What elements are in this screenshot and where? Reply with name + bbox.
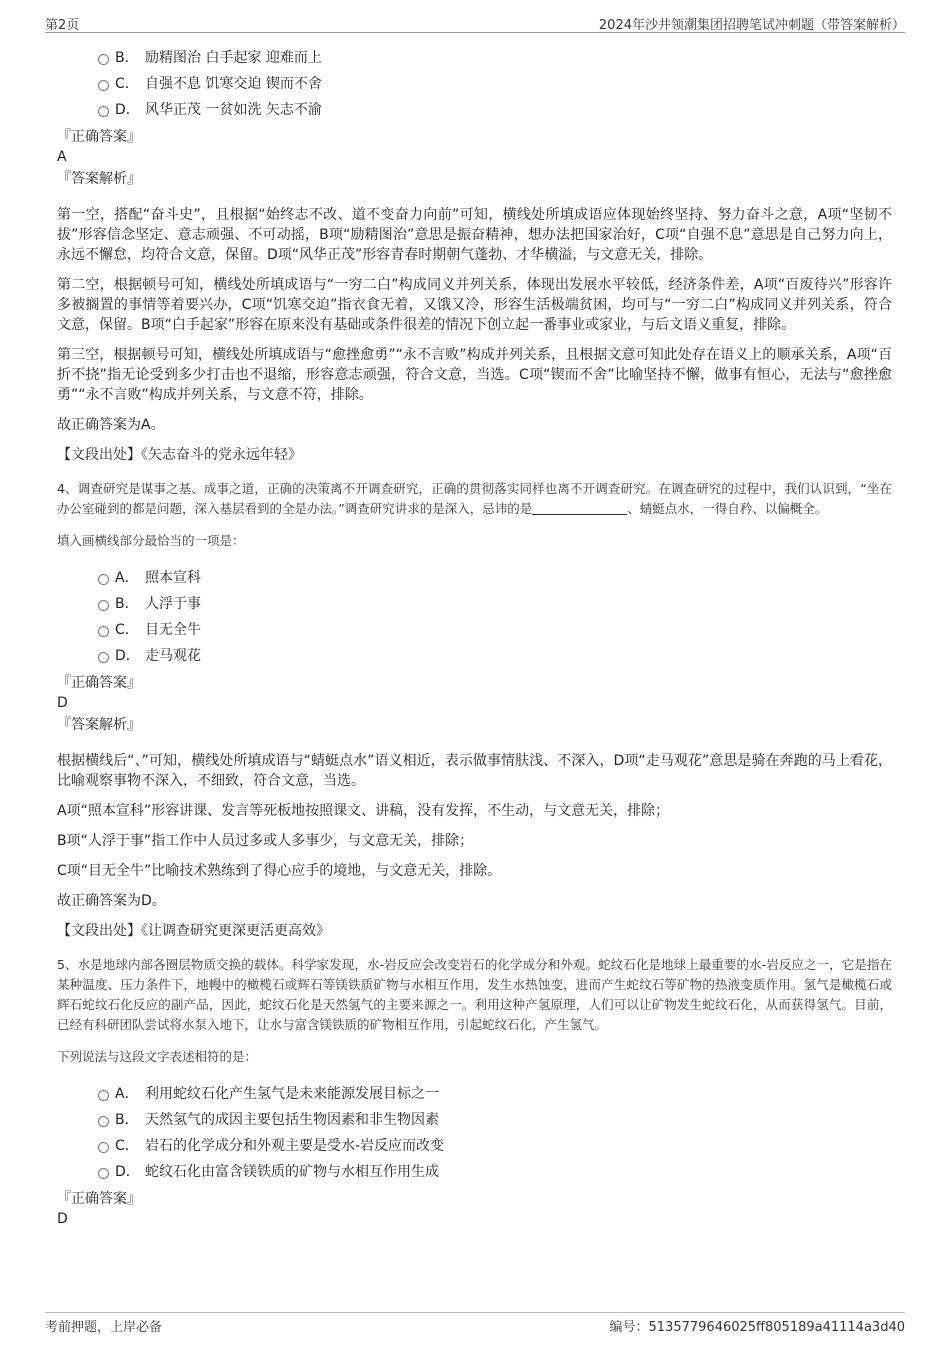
radio-icon[interactable] [98,80,109,91]
document-id: 编号：5135779646025ff805189a41114a3d40 [609,1320,905,1335]
radio-icon[interactable] [98,1168,109,1179]
q3-options [57,45,892,123]
q5-answer-label: 『正确答案』 [57,1191,141,1207]
q5-option-d[interactable]: D． 蛇纹石化由富含镁铁质的矿物与水相互作用生成 [57,1159,892,1185]
q4-option-b[interactable]: B． 人浮于事 [57,591,892,617]
q4-option-d[interactable]: D． 走马观花 [57,643,892,669]
q5-options [57,1081,892,1185]
q4-answer-label: 『正确答案』 [57,675,141,691]
radio-icon[interactable] [98,1090,109,1101]
radio-icon[interactable] [98,626,109,637]
q3-option-d[interactable]: D． 风华正茂 一贫如洗 矢志不渝 [57,97,892,123]
fill-blank [532,501,627,515]
radio-icon[interactable] [98,574,109,585]
q5-stem: 5、水是地球内部各圈层物质交换的载体。科学家发现，水-岩反应会改变岩石的化学成分和外观。蛇纹石化是地球上最重要的水-岩反应之一，它是指在某种温度、压力条件下，地幔中的橄榄石或辉石等镁铁质矿物与水相互作用，发生水热蚀变，进而产生蛇纹石等矿物的热液变质作用。氢气是橄榄石或辉石蛇纹石化反应的副产品，因此，蛇纹石化是天然氢气的主要来源之一。利用这种产氢原理，人们可以让矿物发生蛇纹石化，从而获得氢气。目前，已经有科研团队尝试将水泵入地下，让水与富含镁铁质的矿物相互作用，引起蛇纹石化，产生氢气。 [57,957,892,1032]
document-body [57,45,892,1231]
q4-prompt: 填入画横线部分最恰当的一项是： [57,533,245,548]
q4-option-a[interactable]: A． 照本宣科 [57,565,892,591]
q3-analysis-2: 第二空，根据顿号可知，横线处所填成语与“一穷二白”构成同义并列关系，体现出发展水平较低，经济条件差，A项“百废待兴”形容许多被搁置的事情等着要兴办，C项“饥寒交迫”指衣食无着，又饿又冷，形容生活极端贫困，均可与“一穷二白”构成同义并列关系，符合文意，保留。B项“白手起家”形容在原来没有基础或条件很差的情况下创立起一番事业或家业，与后文语义重复，排除。 [57,277,892,333]
q4-analysis-conclusion: 故正确答案为D。 [57,893,166,909]
q5-option-c[interactable]: C． 岩石的化学成分和外观主要是受水-岩反应而改变 [57,1133,892,1159]
q3-option-c[interactable]: C． 自强不息 饥寒交迫 锲而不舍 [57,71,892,97]
radio-icon[interactable] [98,652,109,663]
radio-icon[interactable] [98,1142,109,1153]
footer-slogan: 考前押题，上岸必备 [45,1320,163,1335]
q3-answer: A [57,149,67,165]
radio-icon[interactable] [98,106,109,117]
radio-icon[interactable] [98,600,109,611]
document-title: 2024年沙井领潮集团招聘笔试冲刺题（带答案解析） [598,18,905,33]
q4-option-c[interactable]: C． 目无全牛 [57,617,892,643]
q3-analysis-conclusion: 故正确答案为A。 [57,417,165,433]
q3-analysis-label: 『答案解析』 [57,171,141,187]
q4-analysis-label: 『答案解析』 [57,717,141,733]
q4-source: 【文段出处】《让调查研究更深更活更高效》 [57,923,330,939]
q3-source: 【文段出处】《矢志奋斗的党永远年轻》 [57,447,302,463]
q3-analysis-1: 第一空，搭配“奋斗史”，且根据“始终志不改、道不变奋力向前”可知，横线处所填成语应体现始终坚持、努力奋斗之意，A项“坚韧不拔”形容信念坚定、意志顽强、不可动摇，B项“励精图治”意思是振奋精神，想办法把国家治好，C项“自强不息”意思是自己努力向上，永远不懈怠，均符合文意，保留。D项“风华正茂”形容青春时期朝气蓬勃、才华横溢，与文意无关，排除。 [57,207,892,263]
q4-analysis-b: B项“人浮于事”指工作中人员过多或人多事少，与文意无关，排除； [57,833,474,849]
page-header [45,12,905,33]
radio-icon[interactable] [98,1116,109,1127]
q5-option-b[interactable]: B． 天然氢气的成因主要包括生物因素和非生物因素 [57,1107,892,1133]
q4-stem: 4、调查研究是谋事之基、成事之道，正确的决策离不开调查研究，正确的贯彻落实同样也离不开调查研究。在调查研究的过程中，我们认识到，“坐在办公室碰到的都是问题，深入基层看到的全是办法。”调查研究讲求的是深入，忌讳的是 、蜻蜓点水，一得自矜、以偏概全。 [57,481,892,516]
q3-option-b[interactable]: B． 励精图治 白手起家 迎难而上 [57,45,892,71]
page-number: 第2页 [45,18,80,33]
q5-prompt: 下列说法与这段文字表述相符的是： [57,1049,258,1064]
q3-analysis-3: 第三空，根据顿号可知，横线处所填成语与“愈挫愈勇”“永不言败”构成并列关系，且根据文意可知此处存在语义上的顺承关系，A项“百折不挠”指无论受到多少打击也不退缩，形容意志顽强，符合文意，当选。C项“锲而不舍”比喻坚持不懈，做事有恒心，无法与“愈挫愈勇”“永不言败”构成并列关系，与文意不符，排除。 [57,347,892,403]
q4-answer: D [57,695,68,711]
q5-answer: D [57,1211,68,1227]
page-footer [45,1312,905,1337]
q4-analysis-a: A项“照本宣科”形容讲课、发言等死板地按照课文、讲稿，没有发挥，不生动，与文意无关，排除； [57,803,670,819]
radio-icon[interactable] [98,54,109,65]
q4-analysis-c: C项“目无全牛”比喻技术熟练到了得心应手的境地，与文意无关，排除。 [57,863,502,879]
q4-analysis-1: 根据横线后“、”可知，横线处所填成语与“蜻蜓点水”语义相近，表示做事情肤浅、不深入，D项“走马观花”意思是骑在奔跑的马上看花，比喻观察事物不深入，不细致，符合文意，当选。 [57,753,892,789]
q4-options [57,565,892,669]
q3-answer-label: 『正确答案』 [57,129,141,145]
q5-option-a[interactable]: A． 利用蛇纹石化产生氢气是未来能源发展目标之一 [57,1081,892,1107]
